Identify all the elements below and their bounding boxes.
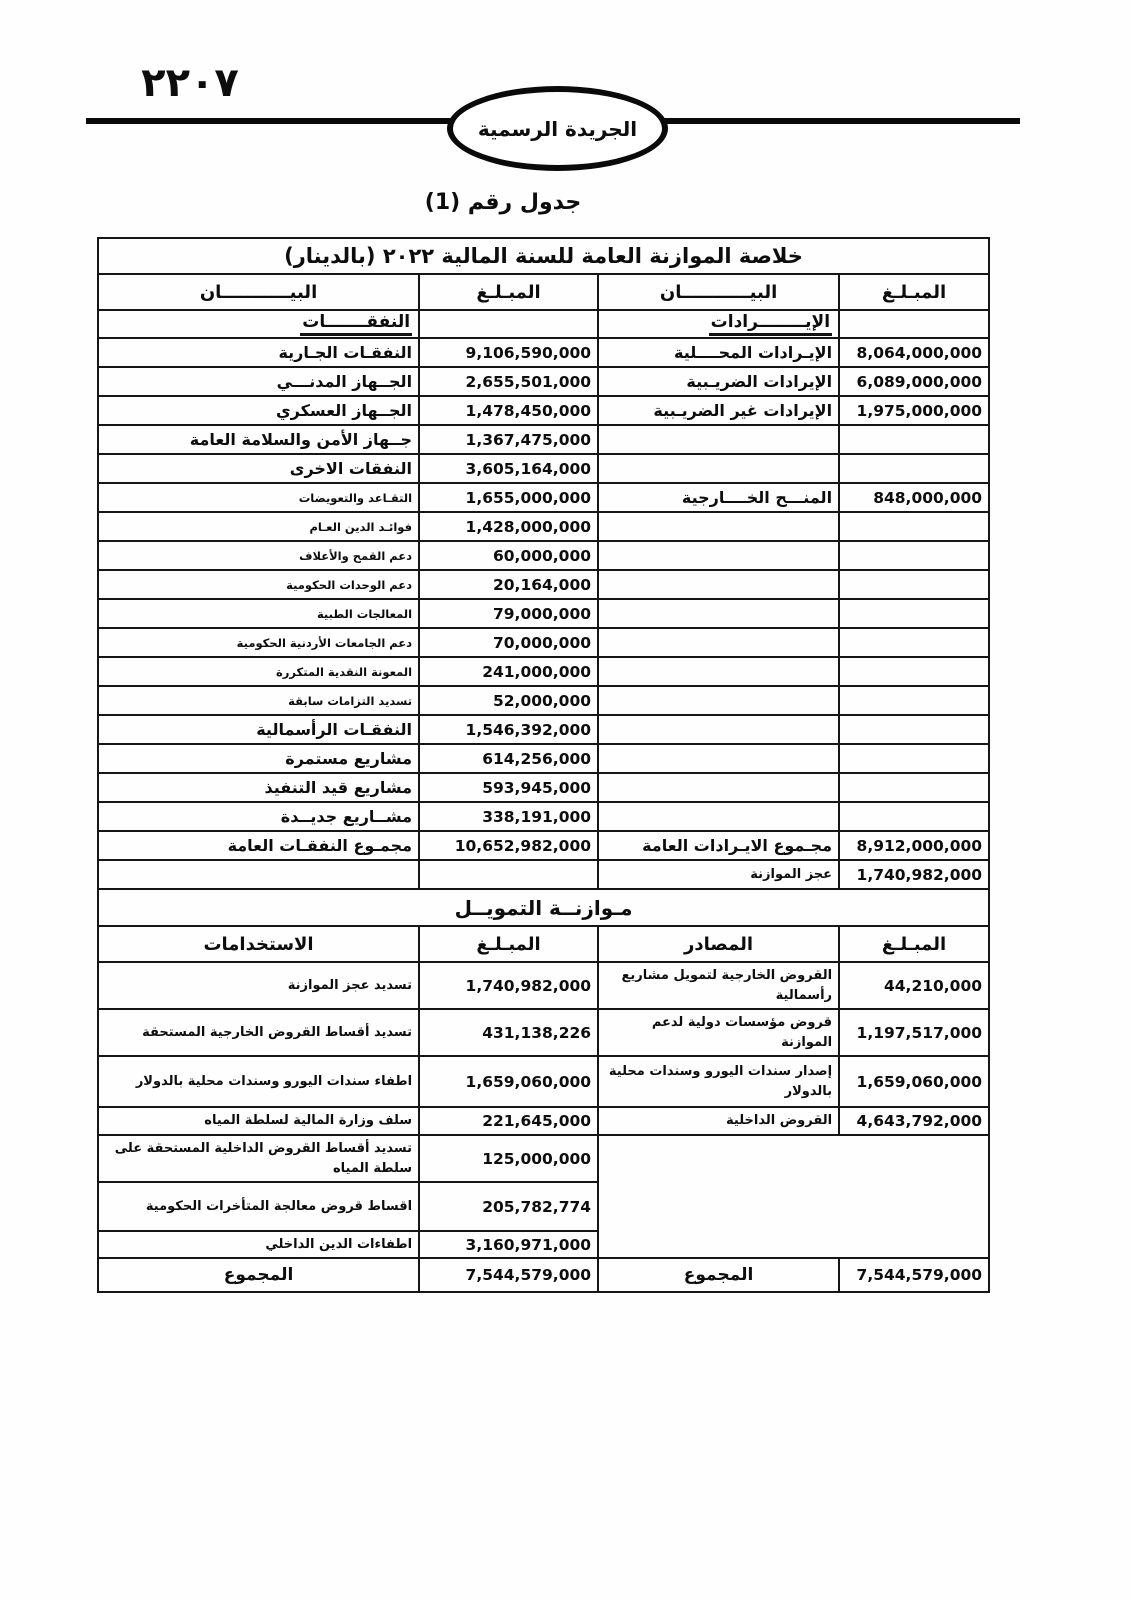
expense-label: دعم القمح والأعلاف (98, 541, 419, 570)
table-row (98, 367, 989, 396)
financing-row (98, 1056, 989, 1107)
use-label: اقساط قروض معالجة المتأخرات الحكومية (98, 1182, 419, 1231)
revenue-amount (839, 425, 989, 454)
revenue-total-label: مجـموع الايـرادات العامة (598, 831, 839, 860)
financing-row (98, 1009, 989, 1056)
revenue-label (598, 744, 839, 773)
expense-amount: 1,367,475,000 (419, 425, 598, 454)
expense-amount: 1,478,450,000 (419, 396, 598, 425)
table-row (98, 715, 989, 744)
table-row (98, 396, 989, 425)
revenue-amount (839, 570, 989, 599)
source-label: قروض مؤسسات دولية لدعم الموازنة (598, 1009, 839, 1056)
revenue-amount (839, 686, 989, 715)
financing-row (98, 1107, 989, 1135)
use-amount: 125,000,000 (419, 1135, 598, 1182)
expense-amount: 9,106,590,000 (419, 338, 598, 367)
table-row (98, 686, 989, 715)
expense-label: النفقـات الجـارية (98, 338, 419, 367)
expense-label: فوائـد الدين العـام (98, 512, 419, 541)
financing-row (98, 962, 989, 1009)
revenue-label (598, 570, 839, 599)
use-label: تسديد أقساط القروض الداخلية المستحقة على سلطة المياه (98, 1135, 419, 1182)
revenue-amount (839, 773, 989, 802)
sources-total-amount: 7,544,579,000 (839, 1258, 989, 1292)
expense-label: تسديد التزامات سابقة (98, 686, 419, 715)
table-row (98, 483, 989, 512)
revenue-total-amount: 8,912,000,000 (839, 831, 989, 860)
expense-amount: 1,655,000,000 (419, 483, 598, 512)
expense-amount: 3,605,164,000 (419, 454, 598, 483)
section-header-row (98, 310, 989, 338)
revenue-amount: 848,000,000 (839, 483, 989, 512)
page-number: ٢٢٠٧ (141, 60, 239, 106)
expense-amount: 1,428,000,000 (419, 512, 598, 541)
use-amount: 1,740,982,000 (419, 962, 598, 1009)
revenues-section-cell (598, 310, 839, 338)
gazette-seal (447, 86, 668, 171)
expense-label: مشــاريع جديــدة (98, 802, 419, 831)
empty-cell (419, 310, 598, 338)
use-label: سلف وزارة المالية لسلطة المياه (98, 1107, 419, 1135)
uses-total-amount: 7,544,579,000 (419, 1258, 598, 1292)
revenue-label: الإيـرادات المحــــلية (598, 338, 839, 367)
use-label: اطفاء سندات اليورو وسندات محلية بالدولار (98, 1056, 419, 1107)
revenue-amount (839, 628, 989, 657)
table-row (98, 802, 989, 831)
revenues-section-title: الإيــــــــرادات (709, 312, 832, 336)
revenue-amount (839, 454, 989, 483)
revenue-label (598, 773, 839, 802)
table-row (98, 425, 989, 454)
use-amount: 431,138,226 (419, 1009, 598, 1056)
revenue-amount: 1,975,000,000 (839, 396, 989, 425)
expenses-section-title: النفقـــــــات (300, 312, 412, 336)
revenue-label: المنـــح الخــــارجية (598, 483, 839, 512)
revenue-amount (839, 802, 989, 831)
revenue-amount: 8,064,000,000 (839, 338, 989, 367)
expense-label: المعالجات الطبية (98, 599, 419, 628)
deficit-amount: 1,740,982,000 (839, 860, 989, 889)
revenue-amount (839, 512, 989, 541)
financing-title-row (98, 889, 989, 926)
expense-total-amount: 10,652,982,000 (419, 831, 598, 860)
empty-cell (839, 310, 989, 338)
expense-label: المعونة النقدية المتكررة (98, 657, 419, 686)
use-label: تسديد أقساط القروض الخارجية المستحقة (98, 1009, 419, 1056)
expense-label: مشاريع مستمرة (98, 744, 419, 773)
table-row (98, 628, 989, 657)
table-row (98, 570, 989, 599)
revenue-label (598, 454, 839, 483)
expense-label: النفقات الاخرى (98, 454, 419, 483)
empty-cell (419, 860, 598, 889)
revenue-label (598, 599, 839, 628)
expense-label: الجــهاز المدنـــي (98, 367, 419, 396)
expense-amount: 614,256,000 (419, 744, 598, 773)
source-label: القروض الداخلية (598, 1107, 839, 1135)
revenue-label (598, 425, 839, 454)
expense-label: دعم الجامعات الأردنية الحكومية (98, 628, 419, 657)
source-label: القروض الخارجية لتمويل مشاريع رأسمالية (598, 962, 839, 1009)
revenue-amount (839, 744, 989, 773)
revenue-label: الإيرادات غير الضريـبية (598, 396, 839, 425)
revenue-label (598, 512, 839, 541)
revenue-label: الإيرادات الضريـبية (598, 367, 839, 396)
expense-amount: 60,000,000 (419, 541, 598, 570)
revenue-amount (839, 599, 989, 628)
expense-amount: 593,945,000 (419, 773, 598, 802)
expense-label: التقـاعد والتعويضات (98, 483, 419, 512)
revenue-label (598, 802, 839, 831)
expense-amount: 2,655,501,000 (419, 367, 598, 396)
use-label: اطفاءات الدين الداخلي (98, 1231, 419, 1258)
table-row (98, 657, 989, 686)
revenue-amount: 6,089,000,000 (839, 367, 989, 396)
expense-amount: 52,000,000 (419, 686, 598, 715)
expense-amount: 20,164,000 (419, 570, 598, 599)
table-row (98, 541, 989, 570)
header-amount-uses: المبـلـغ (419, 926, 598, 962)
financing-header-row (98, 926, 989, 962)
expense-label: النفقـات الرأسمالية (98, 715, 419, 744)
expense-amount: 241,000,000 (419, 657, 598, 686)
use-label: تسديد عجز الموازنة (98, 962, 419, 1009)
header-amount-expenses: المبـلـغ (419, 274, 598, 310)
table-row (98, 512, 989, 541)
table-row (98, 338, 989, 367)
use-amount: 3,160,971,000 (419, 1231, 598, 1258)
expense-label: مشاريع قيد التنفيذ (98, 773, 419, 802)
expense-amount: 1,546,392,000 (419, 715, 598, 744)
sources-total-label: المجموع (598, 1258, 839, 1292)
header-uses: الاستخدامات (98, 926, 419, 962)
empty-cell (98, 860, 419, 889)
expense-label: دعم الوحدات الحكومية (98, 570, 419, 599)
expenses-section-cell (98, 310, 419, 338)
header-amount-sources: المبـلـغ (839, 926, 989, 962)
source-label: إصدار سندات اليورو وسندات محلية بالدولار (598, 1056, 839, 1107)
use-amount: 221,645,000 (419, 1107, 598, 1135)
revenue-amount (839, 541, 989, 570)
expense-label: جــهاز الأمن والسلامة العامة (98, 425, 419, 454)
expense-label: الجــهاز العسكري (98, 396, 419, 425)
source-amount: 1,659,060,000 (839, 1056, 989, 1107)
source-amount: 1,197,517,000 (839, 1009, 989, 1056)
table-row (98, 599, 989, 628)
revenue-label (598, 715, 839, 744)
revenue-label (598, 628, 839, 657)
table-caption: جدول رقم (1) (424, 190, 582, 215)
gazette-title: الجريدة الرسمية (477, 116, 638, 141)
header-sources: المصادر (598, 926, 839, 962)
expense-amount: 79,000,000 (419, 599, 598, 628)
source-amount: 4,643,792,000 (839, 1107, 989, 1135)
totals-row (98, 831, 989, 860)
uses-total-label: المجموع (98, 1258, 419, 1292)
sources-empty-merged-cell (598, 1135, 989, 1258)
revenue-amount (839, 657, 989, 686)
budget-table-title: خلاصة الموازنة العامة للسنة المالية ٢٠٢٢ (بالدينار) (98, 238, 989, 274)
header-amount-revenues: المبـلـغ (839, 274, 989, 310)
table-row (98, 454, 989, 483)
financing-row (98, 1135, 989, 1182)
use-amount: 1,659,060,000 (419, 1056, 598, 1107)
financing-title: مـوازنــة التمويــل (98, 889, 989, 926)
revenue-label (598, 657, 839, 686)
deficit-label: عجز الموازنة (598, 860, 839, 889)
deficit-row (98, 860, 989, 889)
table-title-row (98, 238, 989, 274)
use-amount: 205,782,774 (419, 1182, 598, 1231)
revenue-label (598, 541, 839, 570)
source-amount: 44,210,000 (839, 962, 989, 1009)
revenue-label (598, 686, 839, 715)
revenue-amount (839, 715, 989, 744)
expense-amount: 70,000,000 (419, 628, 598, 657)
expense-total-label: مجمـوع النفقـات العامة (98, 831, 419, 860)
header-statement-revenues: البيـــــــــــان (598, 274, 839, 310)
table-row (98, 773, 989, 802)
header-statement-expenses: البيـــــــــــان (98, 274, 419, 310)
expense-amount: 338,191,000 (419, 802, 598, 831)
column-header-row (98, 274, 989, 310)
financing-total-row (98, 1258, 989, 1292)
budget-summary-table (97, 237, 990, 1293)
table-row (98, 744, 989, 773)
